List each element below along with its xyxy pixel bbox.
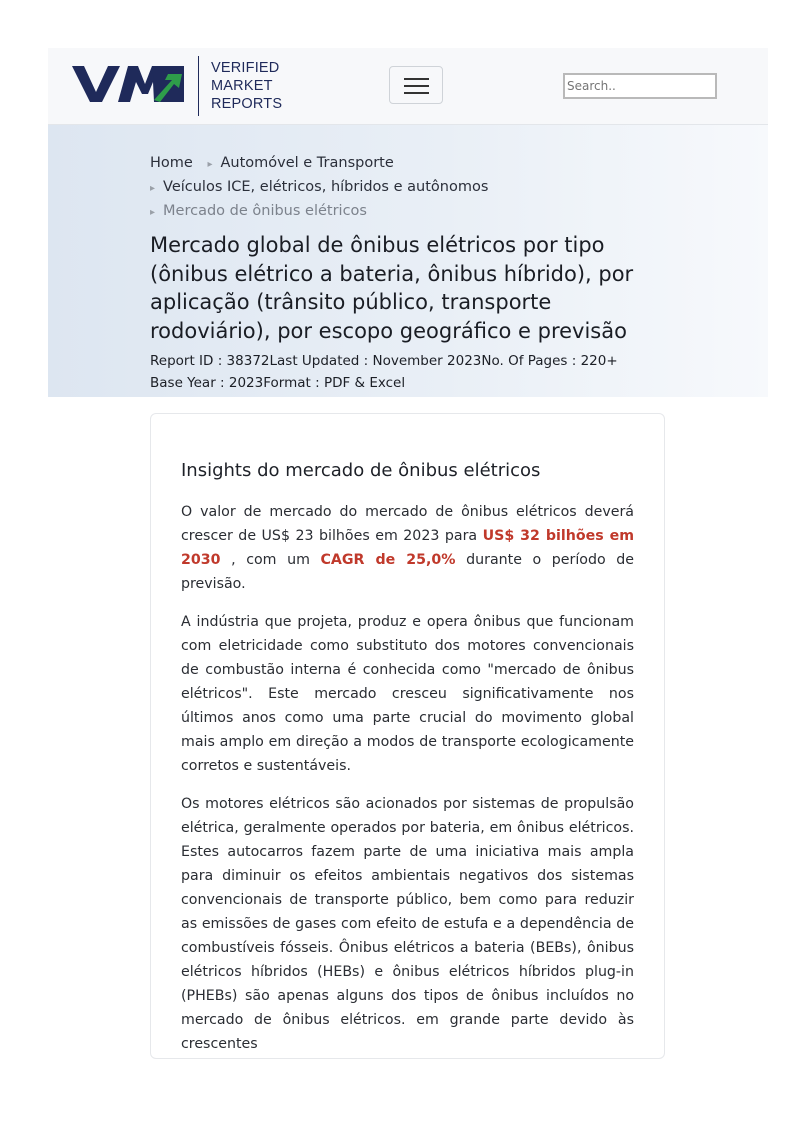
report-hero bbox=[48, 125, 768, 397]
search-input[interactable] bbox=[563, 73, 717, 99]
logo-divider bbox=[198, 56, 199, 116]
report-meta-line-1: Report ID : 38372Last Updated : November 2023No. Of Pages : 220+ bbox=[150, 353, 618, 369]
p1-text-a: O valor de mercado do mercado de ônibus elétricos deverá crescer de US$ 23 bilhões em 2023 para bbox=[181, 504, 634, 544]
hamburger-bar bbox=[404, 92, 429, 94]
market-value-highlight: US$ 32 bilhões em 2030 bbox=[181, 528, 635, 568]
insights-paragraph-1 bbox=[181, 500, 634, 596]
breadcrumb-home-link[interactable]: Home bbox=[150, 155, 193, 171]
brand-line-2: MARKET bbox=[211, 78, 273, 94]
p1-text-c: durante o período de previsão. bbox=[181, 552, 634, 592]
site-header bbox=[48, 48, 768, 125]
cagr-highlight: CAGR de 25,0% bbox=[320, 552, 456, 568]
hamburger-bar bbox=[404, 78, 429, 80]
report-meta bbox=[150, 350, 618, 394]
report-meta-line-2: Base Year : 2023Format : PDF & Excel bbox=[150, 375, 406, 391]
brand-wordmark[interactable] bbox=[211, 59, 282, 113]
breadcrumb-category-link[interactable]: Automóvel e Transporte bbox=[220, 155, 394, 171]
chevron-right-icon: ▸ bbox=[150, 183, 156, 194]
vmr-logo-icon[interactable] bbox=[72, 64, 186, 104]
hamburger-menu-button[interactable] bbox=[389, 66, 443, 104]
breadcrumb bbox=[150, 151, 488, 223]
insights-heading: Insights do mercado de ônibus elétricos bbox=[181, 460, 541, 481]
chevron-right-icon: ▸ bbox=[150, 207, 156, 218]
insights-paragraph-2: A indústria que projeta, produz e opera ônibus que funcionam com eletricidade como substituto dos motores convencionais de combustão interna é conhecida como "mercado de ônibus elétricos". Este mercado cresceu significativamente nos últimos anos como uma parte crucial do movimento global mais amplo em direção a modos de transporte ecologicamente corretos e sustentáveis. bbox=[181, 614, 634, 774]
report-title: Mercado global de ônibus elétricos por tipo (ônibus elétrico a bateria, ônibus híbrido), por aplicação (trânsito público, transporte rodoviário), por escopo geográfico e previsão bbox=[150, 233, 634, 343]
insights-paragraph-3: Os motores elétricos são acionados por sistemas de propulsão elétrica, geralmente operados por bateria, em ônibus elétricos. Estes autocarros fazem parte de uma iniciativa mais ampla para diminuir os efeitos ambientais negativos dos sistemas convencionais de transporte público, bem como para reduzir as emissões de gases com efeito de estufa e a dependência de combustíveis fósseis. Ônibus elétricos a bateria (BEBs), ônibus elétricos híbridos (HEBs) e ônibus elétricos híbridos plug-in (PHEBs) são apenas alguns dos tipos de ônibus incluídos no mercado de ônibus elétricos. em grande parte devido às crescentes bbox=[181, 796, 634, 1052]
p1-text-b: , com um bbox=[220, 552, 321, 568]
hamburger-bar bbox=[404, 85, 429, 87]
insights-body bbox=[181, 500, 634, 1059]
breadcrumb-subcategory-link[interactable]: Veículos ICE, elétricos, híbridos e autônomos bbox=[163, 179, 489, 195]
chevron-right-icon: ▸ bbox=[207, 159, 213, 170]
brand-line-3: REPORTS bbox=[211, 96, 283, 112]
brand-line-1: VERIFIED bbox=[211, 60, 280, 76]
breadcrumb-current: Mercado de ônibus elétricos bbox=[163, 203, 367, 219]
insights-card bbox=[150, 413, 665, 1059]
